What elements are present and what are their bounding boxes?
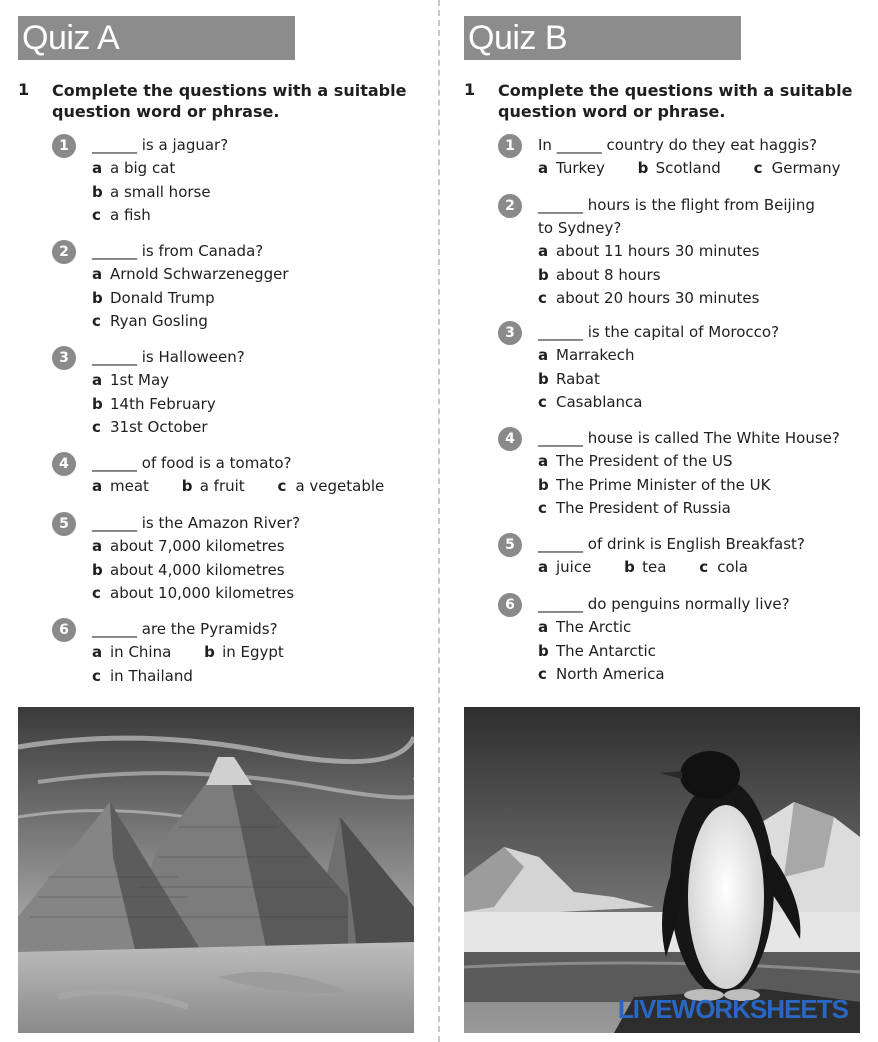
option-text: Turkey [556,159,605,177]
option-letter: b [181,477,193,495]
option-letter: b [538,475,549,494]
option-text: a fish [110,206,151,224]
option-letter: b [92,560,103,579]
question-number-badge: 2 [498,194,522,218]
option-text: Marrakech [556,346,635,364]
question-stem: ______ are the Pyramids? [92,620,278,638]
pyramids-photo [18,707,414,1033]
question-number-badge: 6 [52,618,76,642]
option[interactable] [538,497,878,521]
question [498,593,878,699]
option-letter: b [624,558,635,576]
option[interactable] [92,204,442,228]
option[interactable] [538,287,878,311]
option-letter: b [92,182,103,201]
penguin-photo [464,707,860,1033]
option-text: 31st October [110,418,208,436]
option-letter: b [92,394,103,413]
option-text: 1st May [110,371,170,389]
option-text: in Thailand [110,666,193,685]
option[interactable] [638,157,721,181]
watermark: LIVEWORKSHEETS [617,994,848,1024]
option-letter: c [538,665,547,683]
option[interactable] [538,264,878,288]
option[interactable] [92,475,149,499]
question-number-badge: 6 [498,593,522,617]
option[interactable] [92,287,442,311]
option[interactable] [182,475,245,499]
question [52,512,442,618]
option-letter: c [699,558,709,576]
option-text: Scotland [655,159,721,177]
option-letter: a [92,477,103,495]
question [498,427,878,533]
option-text: 14th February [110,394,216,413]
option-letter: a [92,265,103,283]
question-stem: In ______ country do they eat haggis? [538,136,818,154]
quiz-b-title: Quiz B [464,16,741,60]
option[interactable] [624,556,666,580]
option-letter: b [538,265,549,284]
option-letter: b [92,288,103,307]
option-text: about 7,000 kilometres [110,537,285,555]
option-letter: c [92,666,101,685]
question-stem: ______ of drink is English Breakfast? [538,535,805,553]
option-text: juice [556,558,592,576]
option-text: a fruit [199,477,245,495]
question [498,134,878,194]
option[interactable] [538,450,878,474]
option[interactable] [538,663,878,687]
option-text: in China [110,643,172,661]
question [52,452,442,512]
instruction-text: Complete the questions with a suitable question word or phrase. [52,81,407,121]
option[interactable] [92,181,442,205]
option-text: about 8 hours [556,265,661,284]
question [52,346,442,452]
question-number-badge: 2 [52,240,76,264]
option[interactable] [538,368,878,392]
option-letter: a [538,242,549,260]
question-number-badge: 4 [498,427,522,451]
option[interactable] [538,640,878,664]
option-text: about 20 hours 30 minutes [556,289,760,307]
option-letter: a [538,346,549,364]
option-letter: c [538,393,547,411]
question-stem: ______ is Halloween? [92,348,245,366]
option[interactable] [92,641,171,665]
option-letter: a [538,159,549,177]
quiz-a-title: Quiz A [18,16,295,60]
option-letter: a [92,537,103,555]
option[interactable] [538,240,878,264]
option-letter: c [92,312,101,330]
instruction-text: Complete the questions with a suitable question word or phrase. [498,81,853,121]
question-number-badge: 1 [498,134,522,158]
option-letter: b [204,643,215,661]
option[interactable] [92,393,442,417]
option-text: in Egypt [222,643,284,661]
option-text: North America [556,665,665,683]
option[interactable] [92,157,442,181]
option[interactable] [92,310,442,334]
option-text: The President of Russia [556,499,731,517]
option-letter: b [637,159,649,177]
question [498,533,878,593]
question-stem: ______ is the Amazon River? [92,514,301,532]
option-text: The President of the US [556,452,733,470]
question-number-badge: 3 [52,346,76,370]
question-list [52,134,442,685]
option-letter: a [538,558,549,576]
option-letter: a [92,371,103,389]
option-letter: c [92,206,101,224]
question-stem: ______ of food is a tomato? [92,454,292,472]
option[interactable] [92,559,442,583]
option-letter: b [538,641,549,660]
option-letter: a [538,452,549,470]
option-text: about 4,000 kilometres [110,560,285,579]
option[interactable] [204,641,284,665]
option-letter: c [92,418,101,436]
option[interactable] [538,556,591,580]
option[interactable] [277,475,384,499]
question-number-badge: 3 [498,321,522,345]
option[interactable] [92,263,442,287]
option-text: a big cat [110,159,176,177]
option-text: a small horse [110,182,211,201]
question-stem: ______ is a jaguar? [92,136,229,154]
option[interactable] [538,344,878,368]
question-list [498,134,878,699]
option[interactable] [92,369,442,393]
option-letter: c [538,499,547,517]
option-letter: c [277,477,287,495]
question-stem: ______ do penguins normally live? [538,595,790,613]
question-stem: ______ house is called The White House? [538,429,840,447]
option[interactable] [92,582,442,606]
option-text: meat [110,477,149,495]
option-text: The Arctic [556,618,632,636]
question [52,240,442,346]
option[interactable] [92,535,442,559]
option-letter: a [92,159,103,177]
option-text: cola [717,558,748,576]
question [498,194,878,321]
option[interactable] [538,157,605,181]
instruction-number: 1 [464,80,476,99]
option-text: a vegetable [295,477,385,495]
question-stem: ______ hours is the flight from Beijing to Sydney? [538,196,815,237]
option[interactable] [538,474,878,498]
option[interactable] [538,616,878,640]
option-letter: c [92,584,101,602]
option-letter: b [538,369,549,388]
question-number-badge: 5 [498,533,522,557]
option-text: about 11 hours 30 minutes [556,242,760,260]
instruction-number: 1 [18,80,30,99]
question-stem: ______ is the capital of Morocco? [538,323,780,341]
question-stem: ______ is from Canada? [92,242,264,260]
option-text: Germany [771,159,841,177]
option-letter: a [92,643,103,661]
option[interactable] [538,391,878,415]
option-text: The Prime Minister of the UK [556,475,771,494]
option-text: Arnold Schwarzenegger [110,265,289,283]
option-text: Rabat [556,369,600,388]
option[interactable] [92,416,442,440]
option-letter: c [538,289,547,307]
option-letter: c [753,159,763,177]
option-letter: a [538,618,549,636]
question [52,618,442,685]
question-number-badge: 5 [52,512,76,536]
question [498,321,878,427]
question [52,134,442,240]
option-text: tea [642,558,667,576]
option-text: Ryan Gosling [110,312,208,330]
option-text: Casablanca [556,393,643,411]
option[interactable] [754,157,841,181]
option-text: The Antarctic [556,641,656,660]
question-number-badge: 1 [52,134,76,158]
option[interactable] [699,556,748,580]
question-number-badge: 4 [52,452,76,476]
option-text: about 10,000 kilometres [110,584,295,602]
option[interactable] [92,665,193,689]
option-text: Donald Trump [110,288,215,307]
